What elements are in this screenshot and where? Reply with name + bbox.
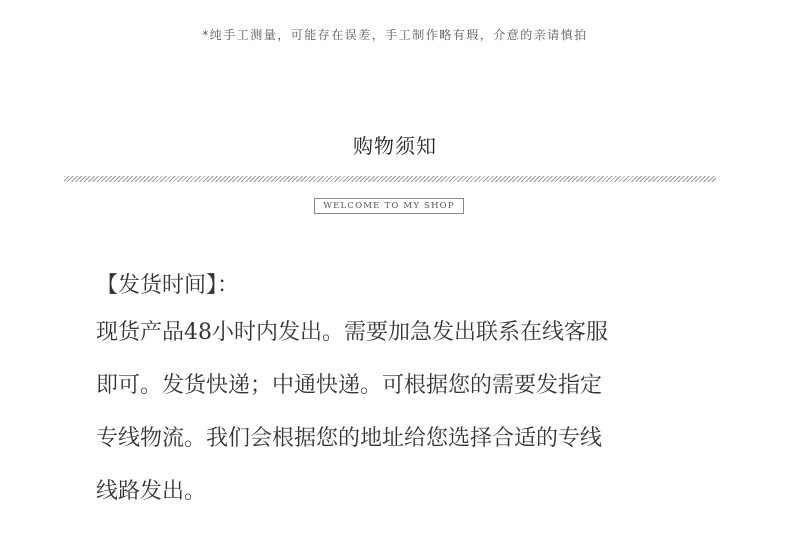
paragraph-line: 线路发出。 xyxy=(96,479,207,504)
paragraph-line: 专线物流。我们会根据您的地址给您选择合适的专线 xyxy=(96,426,603,451)
hatched-divider xyxy=(64,176,716,182)
section-title: 购物须知 xyxy=(353,134,437,158)
shipping-info-paragraph xyxy=(96,316,608,528)
paragraph-line: 现货产品48小时内发出。需要加急发出联系在线客服 xyxy=(96,320,608,345)
disclaimer-text: *纯手工测量，可能存在误差，手工制作略有瑕，介意的亲请慎拍 xyxy=(202,28,588,42)
shipping-time-heading: 【发货时间】： xyxy=(96,273,240,298)
welcome-badge: WELCOME TO MY SHOP xyxy=(314,198,464,214)
paragraph-line: 即可。发货快递；中通快递。可根据您的需要发指定 xyxy=(96,373,603,398)
